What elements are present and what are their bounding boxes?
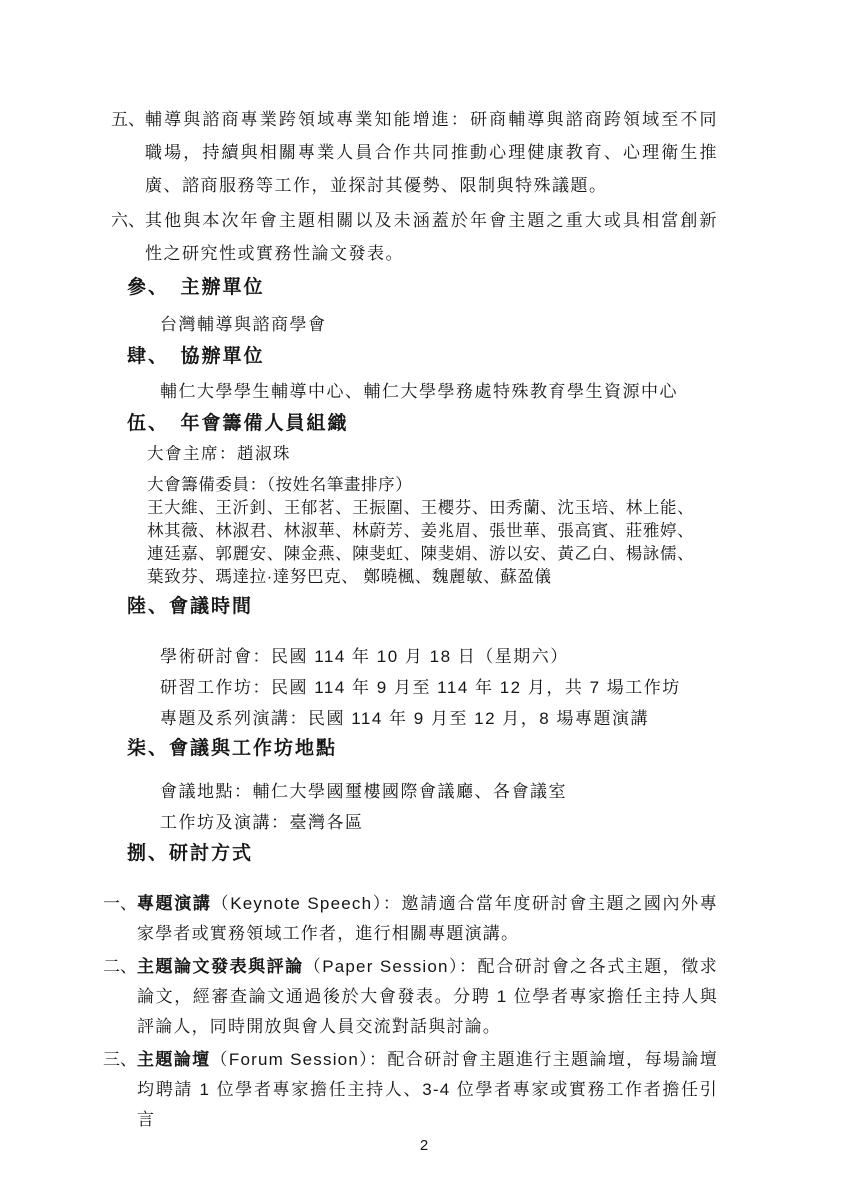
list-item-text: 其他與本次年會主題相關以及未涵蓋於年會主題之重大或具相當創新性之研究性或實務性論文發表。 xyxy=(145,211,718,263)
format-item-term: 主題論壇 xyxy=(137,1050,211,1069)
list-item-marker: 五、 xyxy=(111,110,145,129)
committee-label: 大會籌備委員：（按姓名筆畫排序） xyxy=(147,476,413,494)
list-item-marker: 六、 xyxy=(111,211,145,230)
list-item-text: 輔導與諮商專業跨領域專業知能增進：研商輔導與諮商跨領域至不同職場，持續與相關專業人員合作共同推動心理健康教育、心理衛生推廣、諮商服務等工作，並探討其優勢、限制與特殊議題。 xyxy=(145,110,718,195)
list-item-5 xyxy=(111,103,718,202)
format-item-term: 主題論文發表與評論 xyxy=(137,957,304,976)
section-heading-organizer: 參、 主辦單位 xyxy=(127,277,265,298)
page-number: 2 xyxy=(419,1137,429,1154)
format-item-text: （Forum Session）：配合研討會主題進行主題論壇，每場論壇均聘請 1 位學者專家擔任主持人、3-4 位學者專家或實務工作者擔任引言 xyxy=(137,1050,718,1129)
committee-line: 林其薇、林淑君、林淑華、林蔚芳、姜兆眉、張世華、張高賓、莊雅婷、 xyxy=(147,522,695,540)
schedule-line: 研習工作坊：民國 114 年 9 月至 114 年 12 月，共 7 場工作坊 xyxy=(160,678,681,697)
chair-line: 大會主席：趙淑珠 xyxy=(147,445,291,463)
organizer-body: 台灣輔導與諮商學會 xyxy=(160,315,327,334)
format-item-forum xyxy=(103,1045,718,1135)
committee-block xyxy=(147,474,848,589)
committee-line: 葉致芬、瑪達拉·達努巴克、 鄭曉楓、魏麗敏、蘇盈儀 xyxy=(147,568,552,586)
format-item-marker: 三、 xyxy=(103,1050,137,1069)
section-heading-committee: 伍、 年會籌備人員組織 xyxy=(127,413,349,434)
committee-line: 王大維、王沂釗、王郁茗、王振圍、王櫻芬、田秀蘭、沈玉培、林上能、 xyxy=(147,499,695,517)
format-item-text: （Keynote Speech）：邀請適合當年度研討會主題之國內外專家學者或實務領域工作者，進行相關專題演講。 xyxy=(137,894,718,943)
format-item-keynote xyxy=(103,889,718,949)
section-heading-co-organizer: 肆、 協辦單位 xyxy=(127,346,265,367)
format-item-term: 專題演講 xyxy=(137,894,212,913)
section-heading-schedule: 陸、會議時間 xyxy=(127,596,254,617)
format-item-paper xyxy=(103,952,718,1042)
format-item-marker: 二、 xyxy=(103,957,137,976)
schedule-line: 專題及系列演講：民國 114 年 9 月至 12 月，8 場專題演講 xyxy=(160,709,649,728)
venue-line: 會議地點：輔仁大學國璽樓國際會議廳、各會議室 xyxy=(160,782,567,801)
format-item-text: （Paper Session）：配合研討會之各式主題，徵求論文，經審查論文通過後於大會發表。分聘 1 位學者專家擔任主持人與評論人，同時開放與會人員交流對話與討論。 xyxy=(137,957,718,1036)
section-heading-format: 捌、研討方式 xyxy=(127,843,254,864)
venue-line: 工作坊及演講：臺灣各區 xyxy=(160,813,364,832)
format-item-marker: 一、 xyxy=(103,894,137,913)
schedule-line: 學術研討會：民國 114 年 10 月 18 日（星期六） xyxy=(160,647,569,666)
co-organizer-body: 輔仁大學學生輔導中心、輔仁大學學務處特殊教育學生資源中心 xyxy=(160,382,678,401)
section-heading-venue: 柒、會議與工作坊地點 xyxy=(127,738,338,759)
committee-line: 連廷嘉、郭麗安、陳金燕、陳斐虹、陳斐娟、游以安、黃乙白、楊詠儒、 xyxy=(147,545,695,563)
list-item-6 xyxy=(111,204,718,270)
